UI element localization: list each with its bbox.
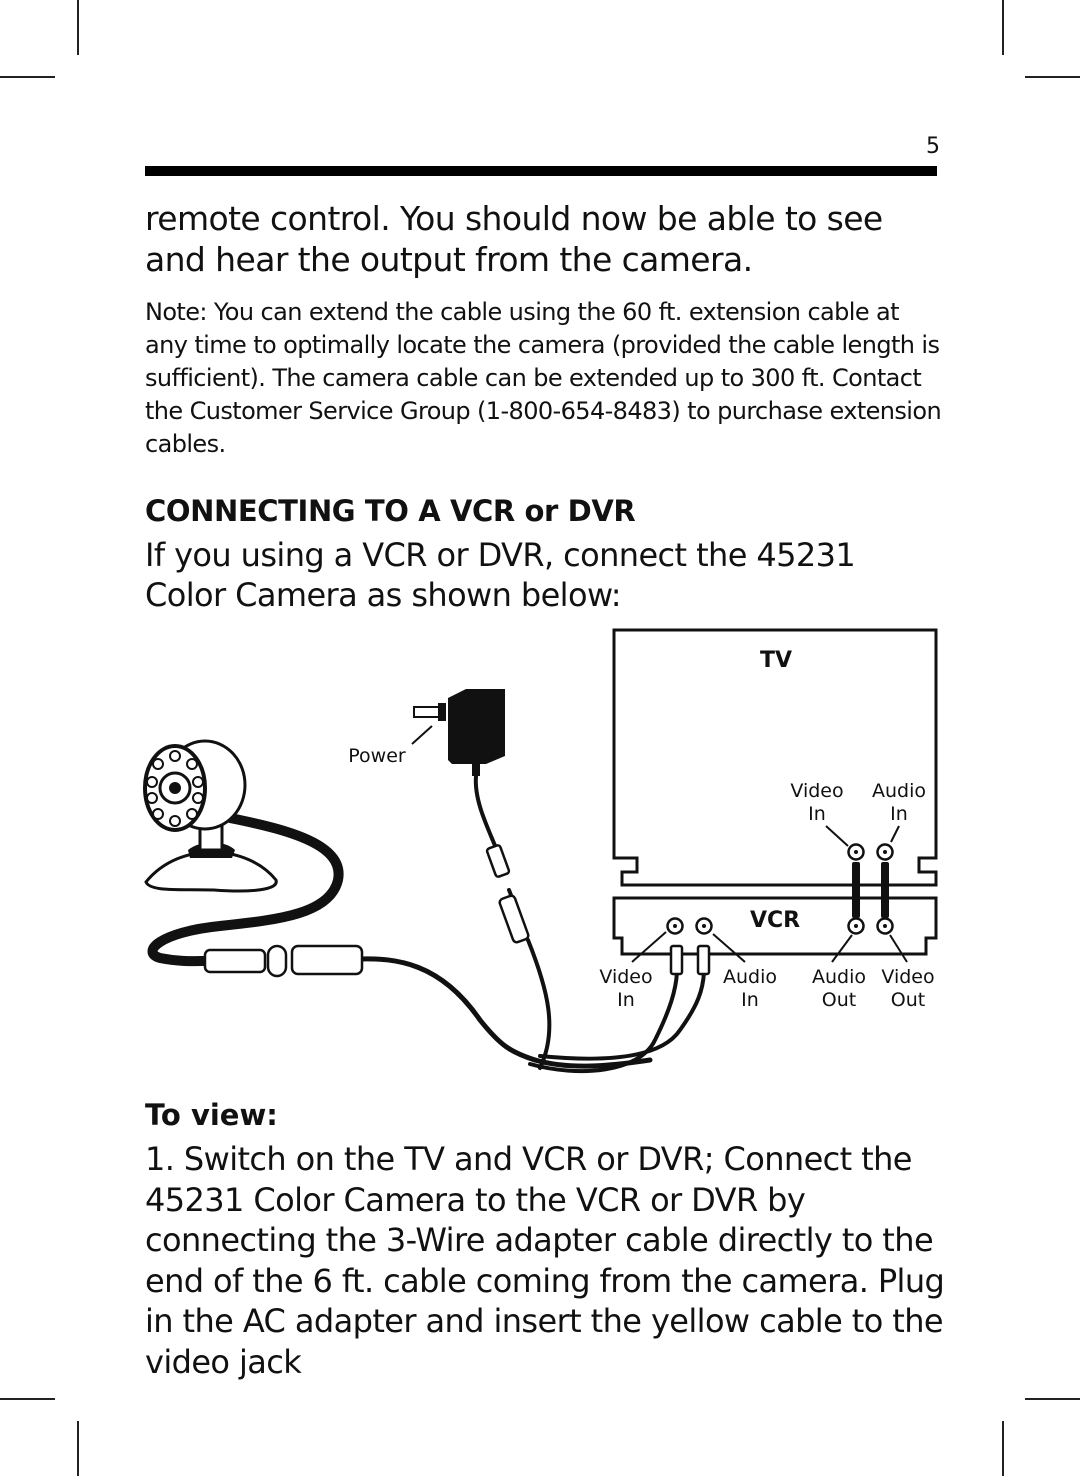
vcr-audio-in-label-2: In (741, 989, 759, 1011)
vcr-audio-in-jack (697, 919, 712, 934)
note-paragraph: Note: You can extend the cable using the 60 ft. extension cable at any time to optimally locate the camera (provided the cable length is sufficient). The camera cable can be extended up to 300 ft. Contact the Customer Service Group (1-800-654-8483) to purchase extension cables. (145, 298, 942, 458)
vcr-audio-in-label-1: Audio (722, 966, 778, 988)
tv-audio-in-label-1: Audio (871, 780, 927, 802)
tv-label: TV (759, 648, 793, 673)
power-label: Power (348, 745, 406, 767)
vcr-tv-cable-video (881, 862, 889, 918)
section-heading: CONNECTING TO A VCR or DVR (145, 494, 636, 528)
intro-paragraph: remote control. You should now be able to see and hear the output from the camera. (145, 199, 883, 279)
camera-icon (145, 741, 276, 891)
to-view-heading: To view: (145, 1098, 278, 1132)
vcr-label: VCR (749, 908, 801, 933)
tv-video-in-label-1: Video (790, 780, 844, 802)
page-number: 5 (926, 134, 940, 159)
vcr-video-out-label-1: Video (881, 966, 935, 988)
vcr-audio-out-label-1: Audio (811, 966, 867, 988)
vcr-video-in-label-2: In (617, 989, 635, 1011)
cables (153, 776, 705, 1071)
vcr-audio-out-jack (849, 919, 864, 934)
tv-video-in-label-2: In (808, 803, 826, 825)
tv-video-in-jack (849, 845, 864, 860)
vcr-video-in-jack (668, 919, 683, 934)
connector-plugs (205, 845, 709, 976)
power-adapter-icon (414, 689, 505, 776)
vcr-audio-out-label-2: Out (821, 989, 857, 1011)
to-view-step-1: 1. Switch on the TV and VCR or DVR; Connect the 45231 Color Camera to the VCR or DVR by connecting the 3-Wire adapter cable directly to the end of the 6 ft. cable coming from the camera. Plug in the AC adapter and insert the yellow cable to the video jack (145, 1140, 945, 1381)
vcr-video-out-jack (878, 919, 893, 934)
vcr-tv-cable-audio (852, 862, 860, 918)
tv-audio-in-label-2: In (890, 803, 908, 825)
tv-audio-in-jack (878, 845, 893, 860)
section-body: If you using a VCR or DVR, connect the 45231 Color Camera as shown below: (145, 536, 856, 614)
vcr-video-out-label-2: Out (890, 989, 926, 1011)
vcr-video-in-label-1: Video (599, 966, 653, 988)
